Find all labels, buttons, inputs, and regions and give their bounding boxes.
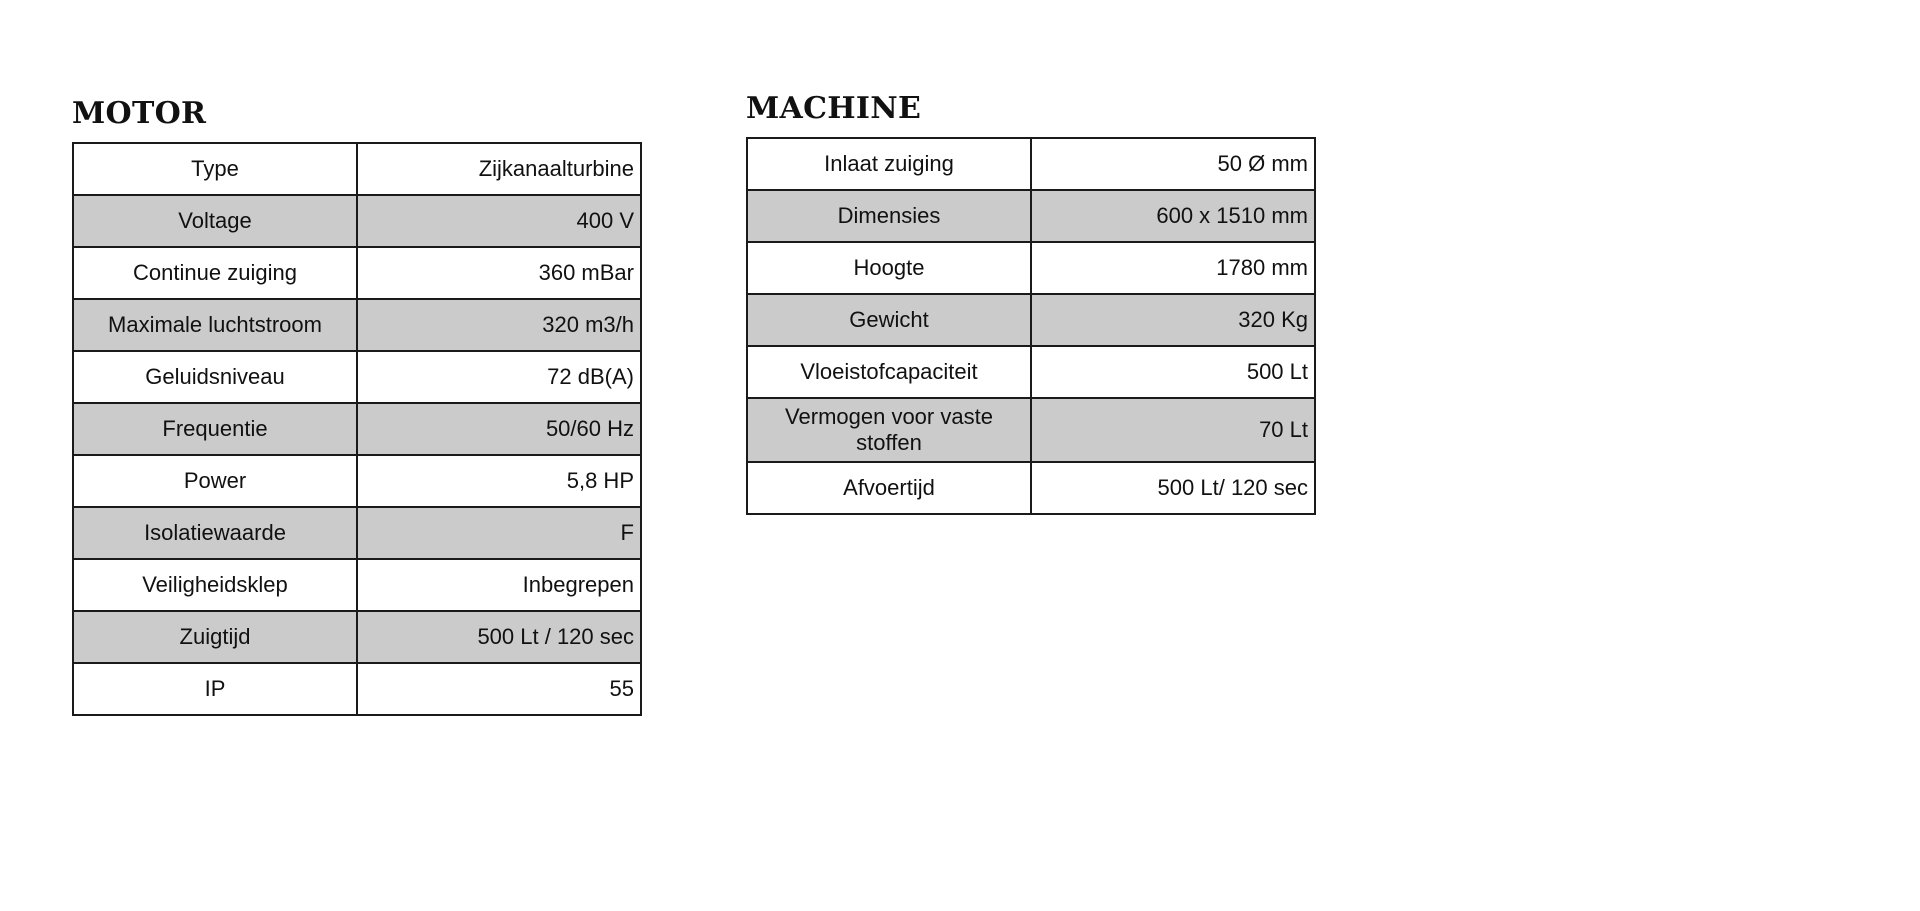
table-row (747, 294, 1315, 346)
table-row (73, 559, 641, 611)
spec-value: 600 x 1510 mm (1031, 190, 1315, 242)
spec-value: 1780 mm (1031, 242, 1315, 294)
spec-value: 55 (357, 663, 641, 715)
spec-label: Vloeistofcapaciteit (747, 346, 1031, 398)
spec-value: 500 Lt (1031, 346, 1315, 398)
machine-title: MACHINE (746, 91, 922, 126)
spec-value: 500 Lt / 120 sec (357, 611, 641, 663)
motor-section (72, 96, 642, 716)
spec-label: Voltage (73, 195, 357, 247)
spec-label: Hoogte (747, 242, 1031, 294)
spec-value: 500 Lt/ 120 sec (1031, 462, 1315, 514)
table-row (747, 346, 1315, 398)
spec-value: 72 dB(A) (357, 351, 641, 403)
table-row (73, 403, 641, 455)
spec-label: Isolatiewaarde (73, 507, 357, 559)
spec-label: Inlaat zuiging (747, 138, 1031, 190)
table-row (73, 351, 641, 403)
spec-value: Zijkanaalturbine (357, 143, 641, 195)
table-row (73, 195, 641, 247)
spec-label: Gewicht (747, 294, 1031, 346)
spec-label: Veiligheidsklep (73, 559, 357, 611)
spec-value: 360 mBar (357, 247, 641, 299)
machine-spec-table (746, 137, 1316, 515)
table-row (73, 611, 641, 663)
spec-value: 50 Ø mm (1031, 138, 1315, 190)
spec-value: 50/60 Hz (357, 403, 641, 455)
spec-label: Maximale luchtstroom (73, 299, 357, 351)
table-row (73, 663, 641, 715)
table-row (73, 247, 641, 299)
table-row (73, 299, 641, 351)
motor-spec-table (72, 142, 642, 716)
spec-label: Type (73, 143, 357, 195)
table-row (73, 455, 641, 507)
spec-value: 400 V (357, 195, 641, 247)
spec-value: 70 Lt (1031, 398, 1315, 462)
spec-label: Afvoertijd (747, 462, 1031, 514)
table-row (747, 242, 1315, 294)
spec-value: 5,8 HP (357, 455, 641, 507)
spec-value: 320 m3/h (357, 299, 641, 351)
spec-label: Zuigtijd (73, 611, 357, 663)
spec-value: 320 Kg (1031, 294, 1315, 346)
spec-label: Continue zuiging (73, 247, 357, 299)
motor-title: MOTOR (72, 96, 207, 131)
spec-label: Frequentie (73, 403, 357, 455)
table-row (73, 507, 641, 559)
spec-value: Inbegrepen (357, 559, 641, 611)
table-row (747, 138, 1315, 190)
spec-label: IP (73, 663, 357, 715)
table-row (747, 398, 1315, 462)
table-row (747, 190, 1315, 242)
spec-label: Vermogen voor vaste stoffen (747, 398, 1031, 462)
spec-label: Geluidsniveau (73, 351, 357, 403)
machine-section (746, 91, 1316, 515)
table-row (747, 462, 1315, 514)
spec-label: Power (73, 455, 357, 507)
spec-value: F (357, 507, 641, 559)
table-row (73, 143, 641, 195)
spec-label: Dimensies (747, 190, 1031, 242)
